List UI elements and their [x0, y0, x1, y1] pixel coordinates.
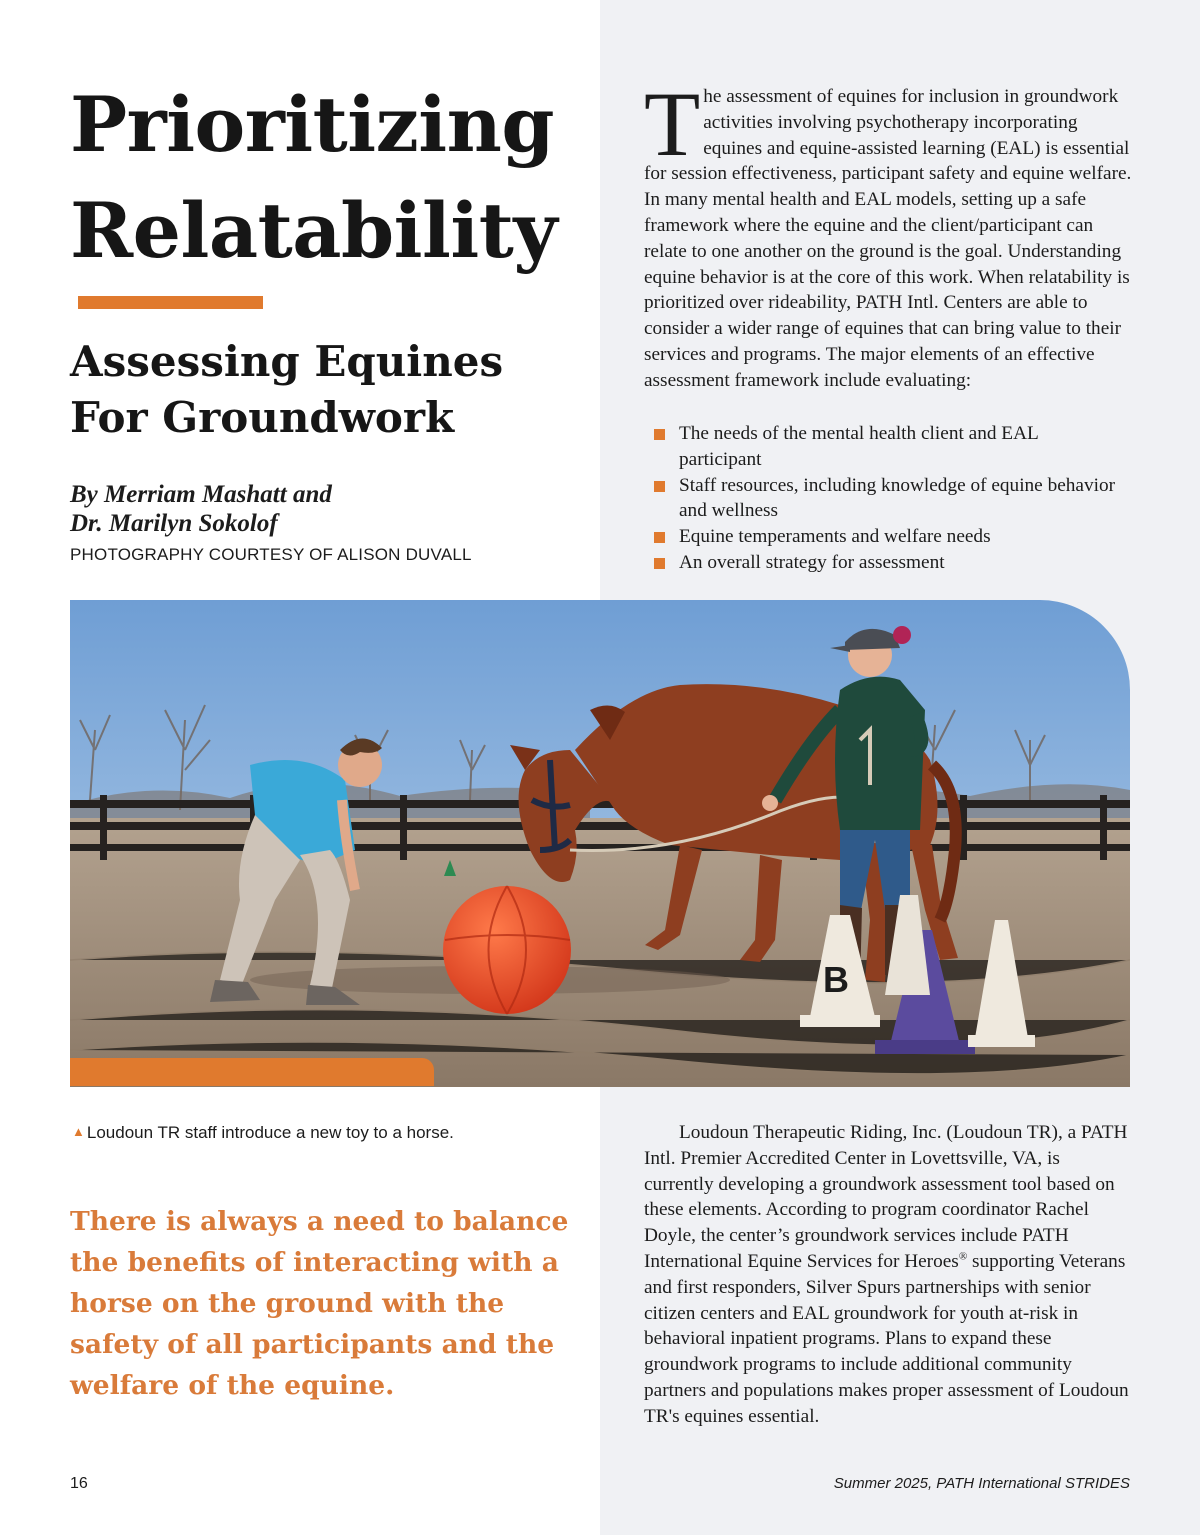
intro-paragraph	[644, 73, 1132, 394]
page-number: 16	[70, 1475, 88, 1492]
body-paragraph: Loudoun Therapeutic Riding, Inc. (Loudoun TR), a PATH Intl. Premier Accredited Center in Lovettsville, VA, is currently developing a groundwork assessment tool based on these elements. According to program coordinator Rachel Doyle, the center’s groundwork services include PATH International Equine Services for Heroes® supporting Veterans and first responders, Silver Spurs partnerships with senior citizen centers and EAL groundwork for youth at-risk in behavioral inpatient programs. Plans to expand these groundwork programs to include additional community partners and populations makes proper assessment of Loudoun TR's equines essential.	[644, 1122, 1129, 1427]
cone-letter: B	[823, 959, 849, 1000]
list-item: The needs of the mental health client and EAL participant	[652, 421, 1122, 473]
drop-cap: T	[644, 73, 701, 175]
square-bullet-icon	[654, 558, 665, 569]
article-subtitle	[70, 334, 590, 446]
list-item: Staff resources, including knowledge of equine behavior and wellness	[652, 473, 1122, 525]
pull-quote: There is always a need to balance the benefits of interacting with a horse on the ground with the safety of all participants and the welfare of the equine.	[70, 1206, 569, 1401]
article-photo	[70, 600, 1130, 1087]
photo-accent-bar	[70, 1058, 434, 1086]
subtitle-line-2: For Groundwork	[70, 393, 455, 442]
caption-text: Loudoun TR staff introduce a new toy to a horse.	[86, 1123, 454, 1142]
byline-line-2: Dr. Marilyn Sokolof	[70, 510, 278, 537]
byline-line-1: By Merriam Mashatt and	[70, 481, 332, 508]
title-line-2: Relatability	[70, 186, 557, 275]
publication-footer: Summer 2025, PATH International STRIDES	[833, 1475, 1130, 1492]
list-item: An overall strategy for assessment	[652, 550, 1122, 576]
assessment-elements-list	[652, 421, 1122, 576]
square-bullet-icon	[654, 481, 665, 492]
square-bullet-icon	[654, 429, 665, 440]
photo-caption	[72, 1123, 592, 1143]
list-item: Equine temperaments and welfare needs	[652, 524, 1122, 550]
registered-mark: ®	[958, 1250, 968, 1263]
subtitle-line-1: Assessing Equines	[70, 337, 504, 386]
square-bullet-icon	[654, 532, 665, 543]
accent-rule	[78, 296, 263, 309]
photo-credit: PHOTOGRAPHY COURTESY OF ALISON DUVALL	[70, 545, 472, 564]
title-line-1: Prioritizing	[70, 80, 555, 169]
intro-text: he assessment of equines for inclusion in groundwork activities involving psychotherapy incorporating equines and equine-assisted learning (EAL) is essential for session effectiveness, participant safety and equine welfare. In many mental health and EAL models, setting up a safe framework where the equine and the client/participant can relate to one another on the ground is the goal. Understanding equine behavior is at the core of this work. When relatability is prioritized over rideability, PATH Intl. Centers are able to consider a wider range of equines that can bring value to their services and programs. The major elements of an effective assessment framework include evaluating:	[644, 86, 1132, 391]
caption-triangle-icon: ▲	[72, 1124, 85, 1139]
article-title	[70, 72, 590, 284]
byline	[70, 480, 570, 538]
